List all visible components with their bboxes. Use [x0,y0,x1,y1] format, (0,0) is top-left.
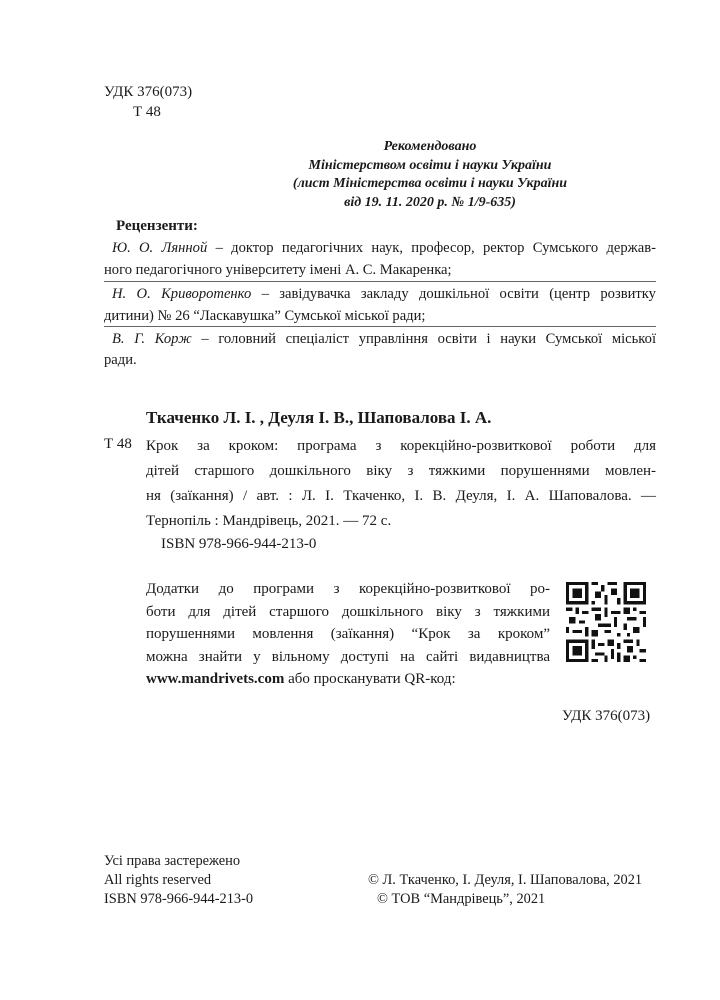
description-line: Крок за кроком: програма з корекційно-розвиткової роботи для [146,438,656,454]
reviewer-desc: – головний спеціаліст управління освіти і науки Сумської міської [191,331,656,347]
addendum-text [146,578,550,691]
reviewer-line: ного педагогічного університету імені А. С. Макаренка; [104,262,452,278]
addendum-line: можна знайти у вільному доступі на сайті видавництва [146,648,550,665]
book-description [146,434,656,534]
recommendation-line: Рекомендовано [383,139,477,154]
qr-code-icon[interactable] [566,582,646,662]
addendum-tail: або просканувати QR-код: [284,671,456,687]
addendum-line: порушеннями мовлення (заїкання) “Крок за кроком” [146,626,550,642]
addendum-line: Додатки до програми з корекційно-розвиткової ро- [146,581,550,597]
reviewer-desc: – доктор педагогічних наук, професор, ректор Сумського держав- [207,240,656,256]
reviewer-desc: – завідувачка закладу дошкільної освіти (центр розвитку [251,286,656,302]
book-isbn: ISBN 978-966-944-213-0 [161,536,317,552]
rights-notice: Усі права застережено [104,853,241,869]
recommendation-block [170,138,690,212]
description-line: ня (заїкання) / авт. : Л. І. Ткаченко, І. В. Деуля, І. А. Шаповалова. — [146,488,656,504]
book-authors: Ткаченко Л. І. , Деуля І. В., Шаповалова І. А. [146,408,492,427]
divider [104,281,656,282]
reviewer-name: Ю. О. Лянной [112,240,208,256]
udk-code: УДК 376(073) [104,84,193,100]
reviewer-line: дитини) № 26 “Ласкавушка” Сумської міської ради; [104,308,426,324]
copyright-publisher: © ТОВ “Мандрівець”, 2021 [377,891,546,907]
publisher-site-link[interactable]: www.mandrivets.com [146,671,285,687]
reviewer-name: В. Г. Корж [112,331,192,347]
addendum-line: боти для дітей старшого дошкільного віку з тяжкими [146,603,550,620]
author-mark: Т 48 [104,436,132,452]
reviewer-name: Н. О. Криворотенко [112,286,252,302]
description-line: дітей старшого дошкільного віку з тяжкими порушеннями мовлен- [146,463,656,479]
rights-notice-en: All rights reserved [104,872,212,888]
reviewer-line [112,240,656,257]
reviewers-title: Рецензенти: [116,218,198,234]
udk-code-repeat: УДК 376(073) [562,708,651,724]
author-mark: Т 48 [133,104,161,120]
description-line: Тернопіль : Мандрівець, 2021. — 72 с. [146,513,392,529]
reviewer-line [112,331,656,348]
recommendation-line: (лист Міністерства освіти і науки України [292,176,568,191]
recommendation-line: від 19. 11. 2020 р. № 1/9-635) [344,194,516,210]
footer-isbn: ISBN 978-966-944-213-0 [104,891,254,907]
copyright-authors: © Л. Ткаченко, І. Деуля, І. Шаповалова, 2021 [368,872,643,888]
recommendation-line: Міністерством освіти і науки України [308,157,552,173]
reviewer-line [112,286,656,303]
addendum-line [146,668,550,691]
divider [104,326,656,327]
reviewer-line: ради. [104,352,137,368]
